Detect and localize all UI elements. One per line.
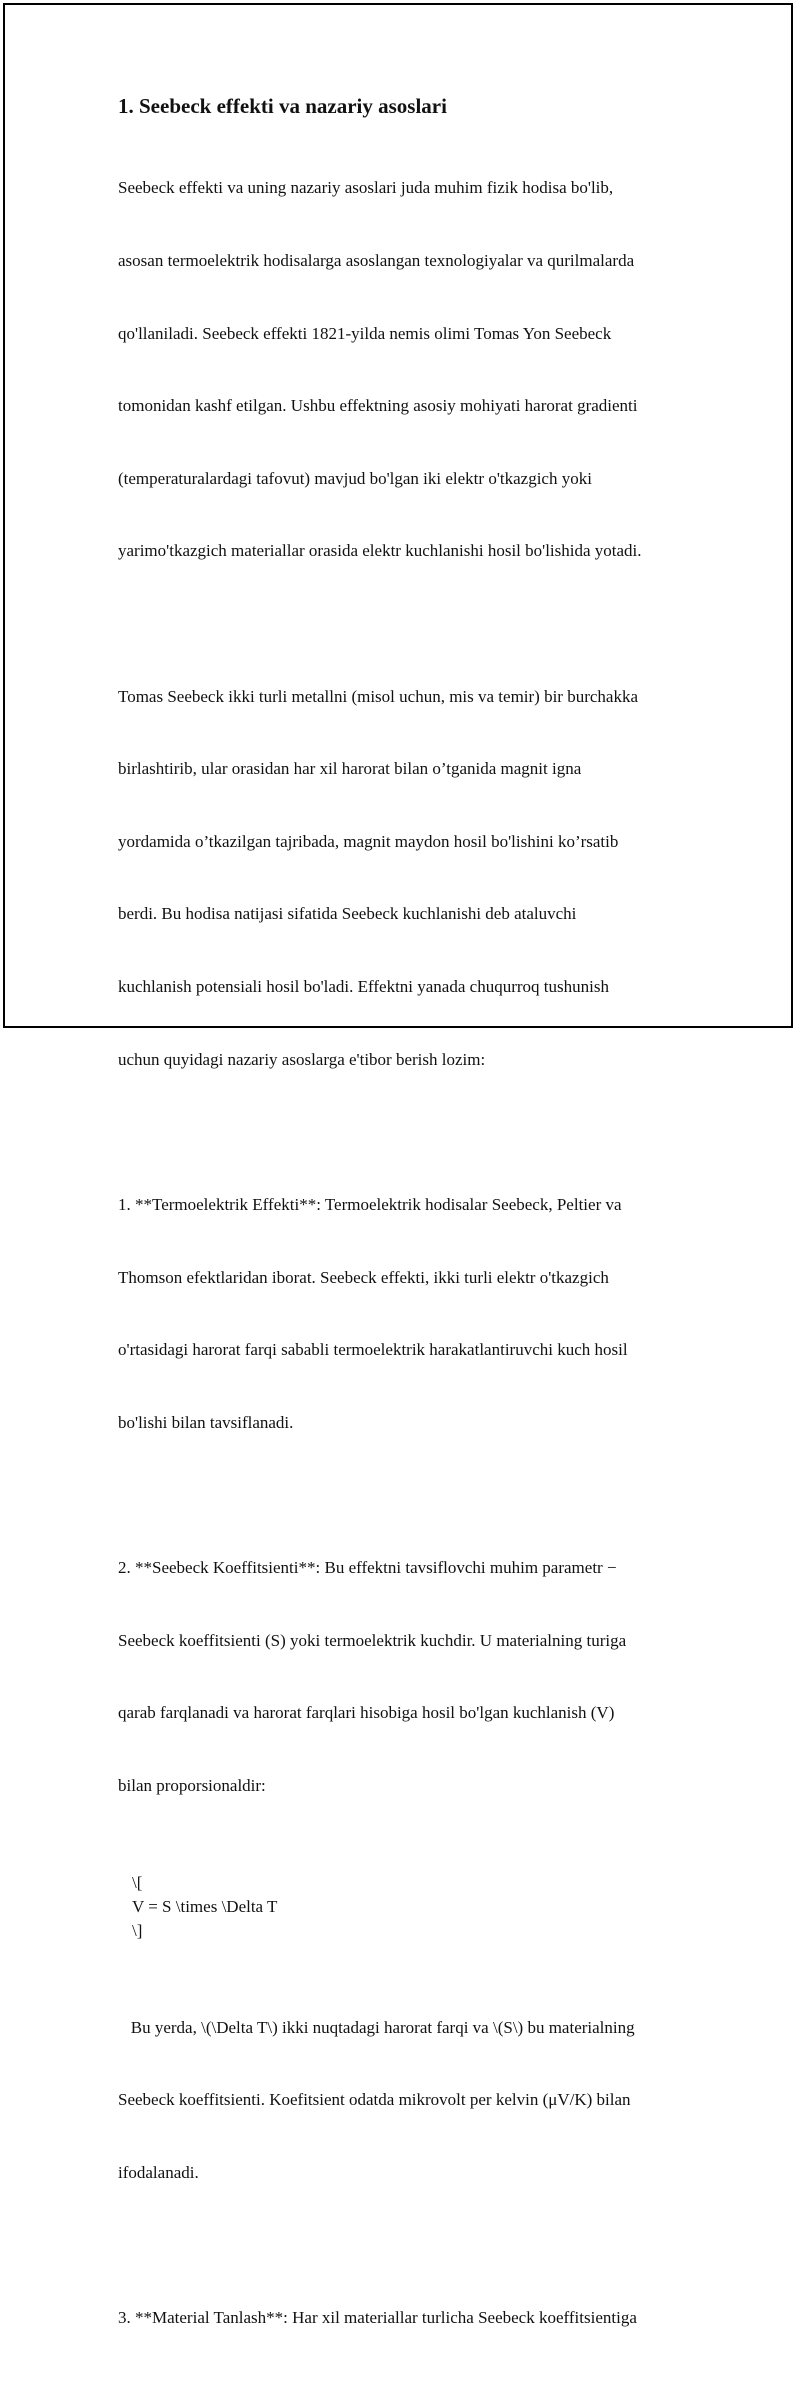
text-line: yarimo'tkazgich materiallar orasida elektr kuchlanishi hosil bo'lishida yotadi. xyxy=(118,541,642,561)
text-line: Seebeck koeffitsienti (S) yoki termoelektrik kuchdir. U materialning turiga xyxy=(118,1630,627,1650)
text-line: Seebeck effekti va uning nazariy asoslari juda muhim fizik hodisa bo'lib, xyxy=(118,178,614,198)
formula-block xyxy=(118,1871,698,1944)
list-item-termoelektrik-effekti xyxy=(118,1145,698,1484)
text-line: Seebeck koeffitsienti. Koefitsient odatda mikrovolt per kelvin (μV/K) bilan xyxy=(118,2090,631,2110)
formula-line: \[ xyxy=(132,1872,143,1892)
text-line: bilan proporsionaldir: xyxy=(118,1775,266,1795)
text-line: qo'llaniladi. Seebeck effekti 1821-yilda nemis olimi Tomas Yon Seebeck xyxy=(118,323,612,343)
paragraph-experiment xyxy=(118,636,698,1120)
section-heading: 1. Seebeck effekti va nazariy asoslari xyxy=(118,94,447,118)
text-line: ifodalanadi. xyxy=(118,2162,199,2182)
text-line: yordamida o’tkazilgan tajribada, magnit maydon hosil bo'lishini ko’rsatib xyxy=(118,831,619,851)
text-line: berdi. Bu hodisa natijasi sifatida Seebeck kuchlanishi deb ataluvchi xyxy=(118,904,577,924)
text-line: (temperaturalardagi tafovut) mavjud bo'lgan iki elektr o'tkazgich yoki xyxy=(118,468,592,488)
text-line: 2. **Seebeck Koeffitsienti**: Bu effektni tavsiflovchi muhim parametr − xyxy=(118,1557,617,1577)
paragraph-intro xyxy=(118,128,698,612)
paragraph-formula-explanation xyxy=(118,1967,698,2233)
text-line: qarab farqlanadi va harorat farqlari hisobiga hosil bo'lgan kuchlanish (V) xyxy=(118,1703,615,1723)
document-body xyxy=(118,92,698,2403)
text-line: 1. **Termoelektrik Effekti**: Termoelektrik hodisalar Seebeck, Peltier va xyxy=(118,1194,622,1214)
text-line: uchun quyidagi nazariy asoslarga e'tibor berish lozim: xyxy=(118,1049,486,1069)
text-line: Bu yerda, \(\Delta T\) ikki nuqtadagi harorat farqi va \(S\) bu materialning xyxy=(118,2017,635,2037)
formula-line: V = S \times \Delta T xyxy=(132,1896,278,1916)
list-item-material-tanlash xyxy=(118,2258,698,2379)
text-line: Tomas Seebeck ikki turli metallni (misol uchun, mis va temir) bir burchakka xyxy=(118,686,639,706)
text-line: kuchlanish potensiali hosil bo'ladi. Effektni yanada chuqurroq tushunish xyxy=(118,977,609,997)
text-line: tomonidan kashf etilgan. Ushbu effektning asosiy mohiyati harorat gradienti xyxy=(118,396,638,416)
formula-line: \] xyxy=(132,1920,143,1940)
list-item-seebeck-koeffitsienti xyxy=(118,1508,698,1847)
text-line: Thomson efektlaridan iborat. Seebeck effekti, ikki turli elektr o'tkazgich xyxy=(118,1267,609,1287)
text-line: 3. **Material Tanlash**: Har xil materiallar turlicha Seebeck koeffitsientiga xyxy=(118,2308,637,2328)
text-line: o'rtasidagi harorat farqi sababli termoelektrik harakatlantiruvchi kuch hosil xyxy=(118,1340,628,1360)
text-line: asosan termoelektrik hodisalarga asoslangan texnologiyalar va qurilmalarda xyxy=(118,251,635,271)
text-line: birlashtirib, ular orasidan har xil harorat bilan o’tganida magnit igna xyxy=(118,759,582,779)
text-line: bo'lishi bilan tavsiflanadi. xyxy=(118,1412,294,1432)
